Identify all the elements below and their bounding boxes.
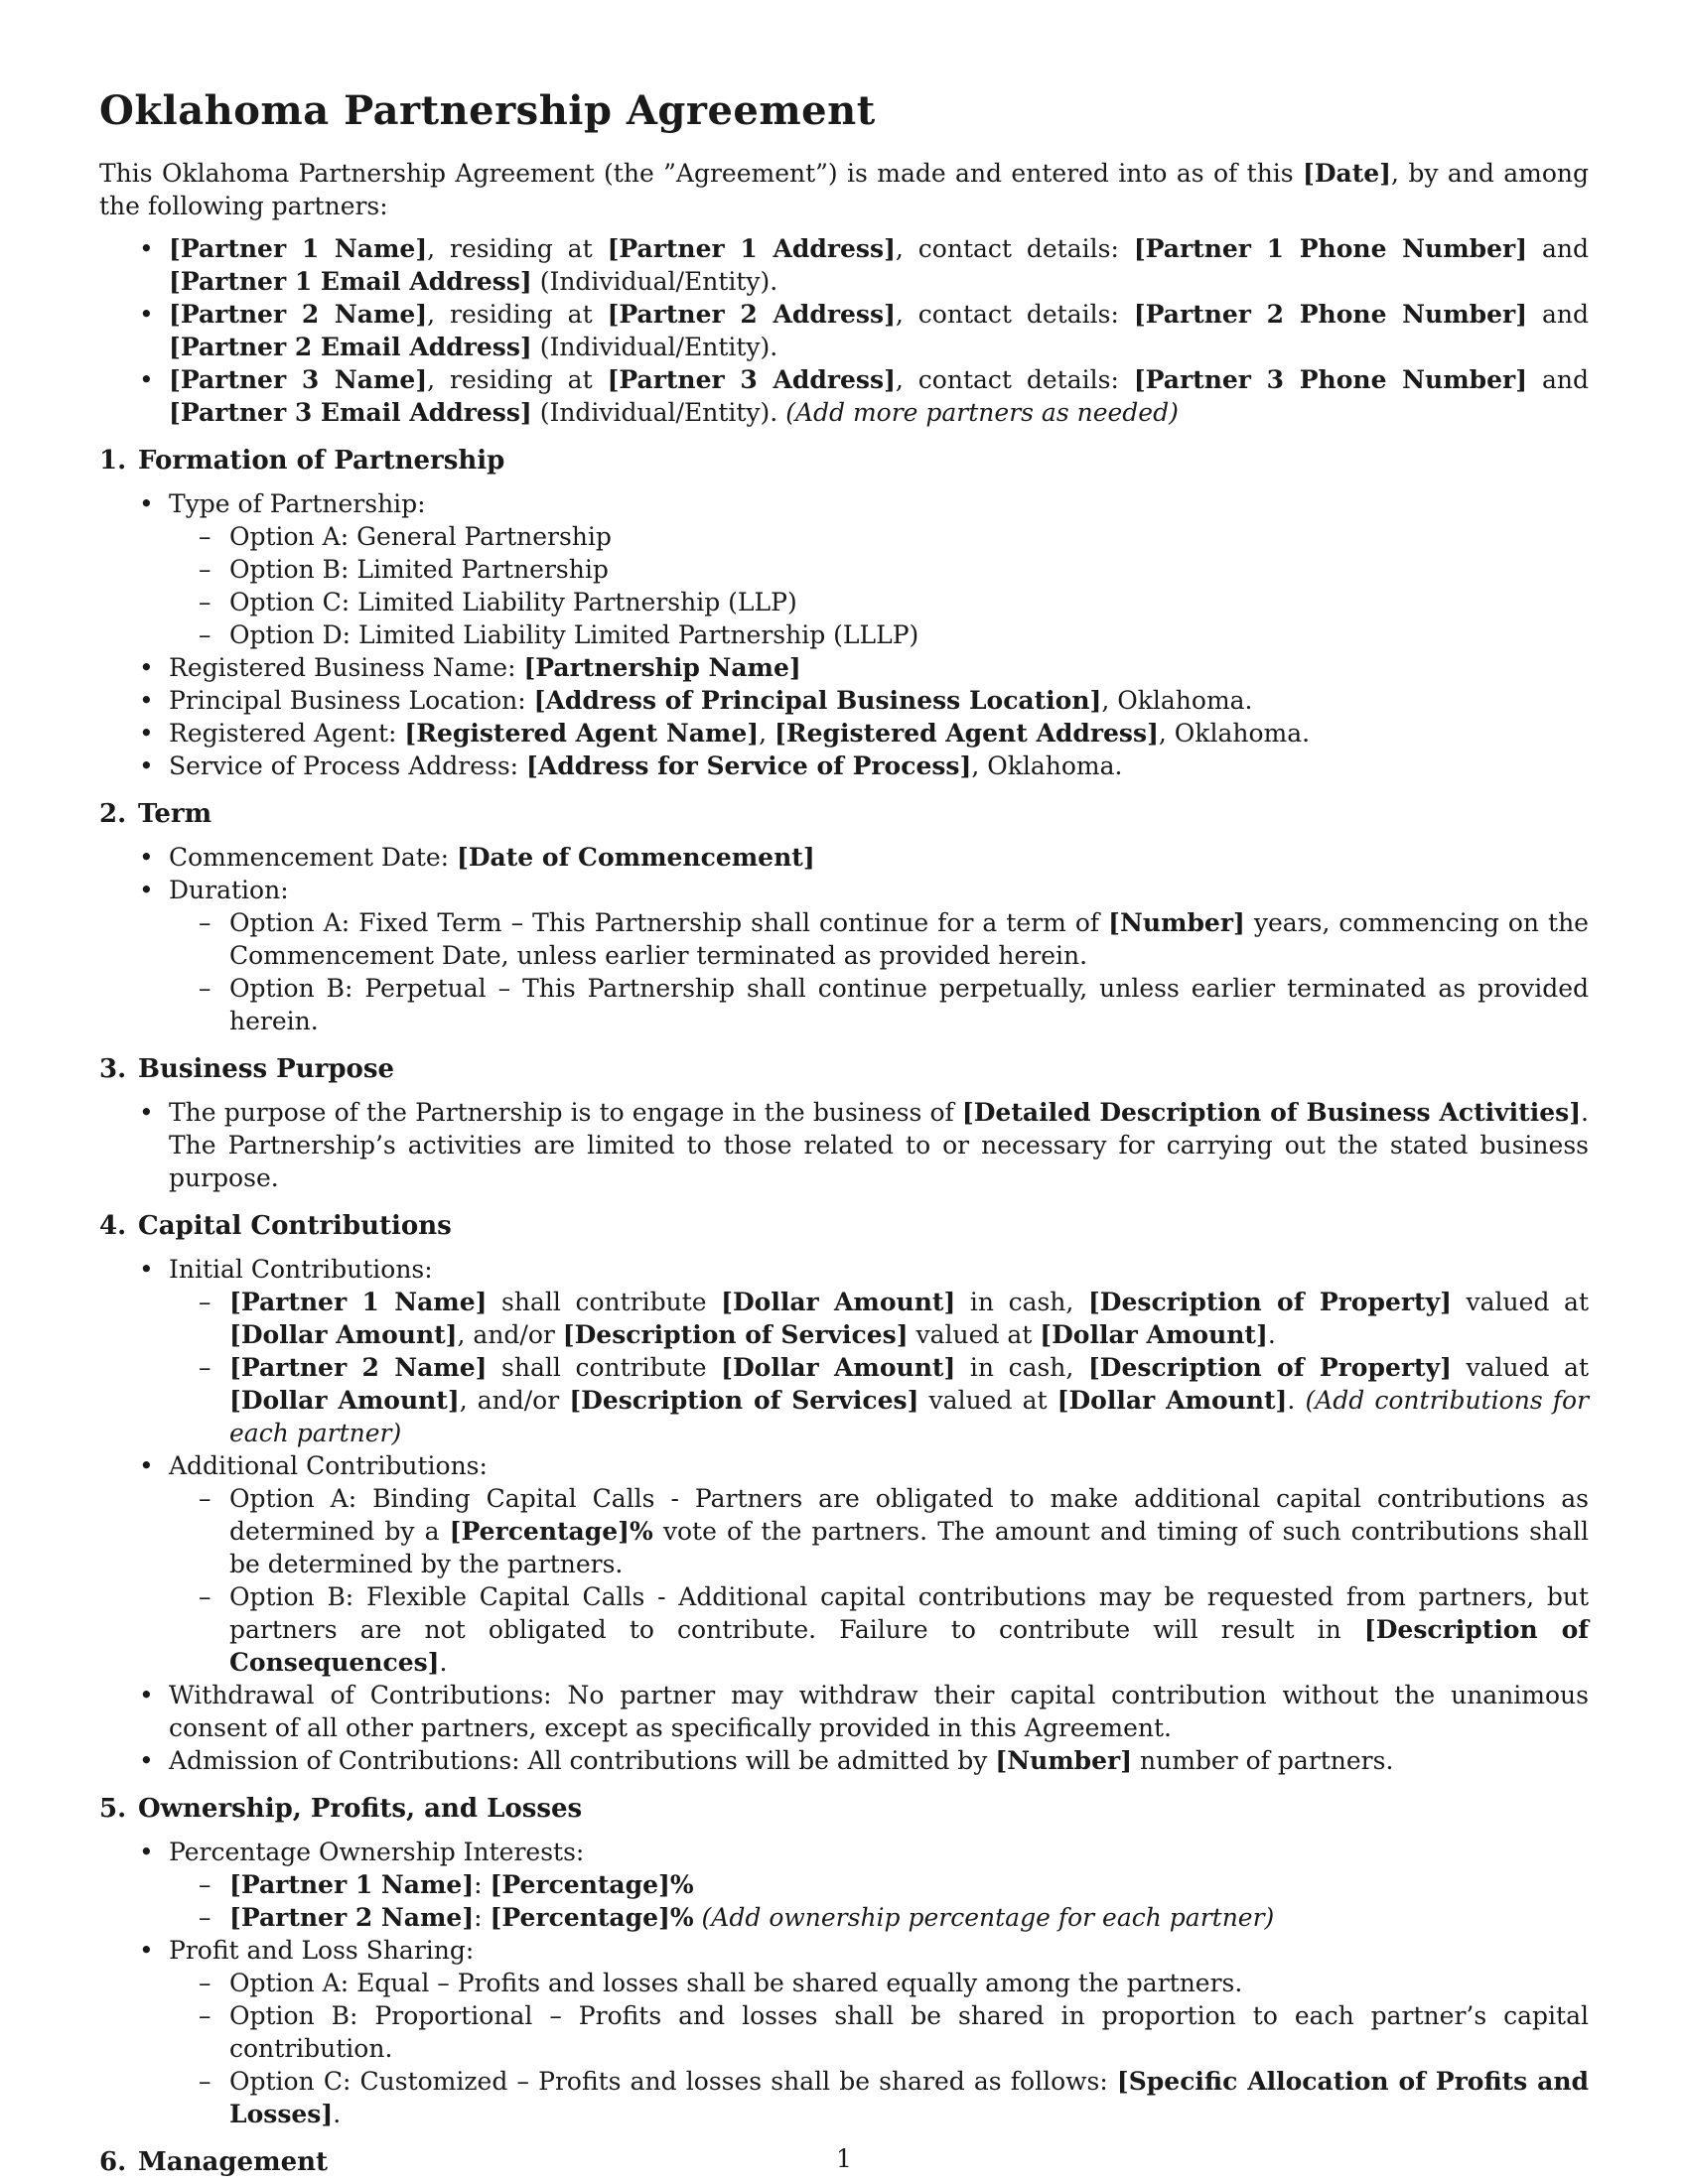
- partner-list: [99, 232, 1589, 429]
- section-heading-capital: 4. Capital Contributions: [99, 1211, 452, 1241]
- section-heading-ownership: 5. Ownership, Profits, and Losses: [99, 1794, 583, 1824]
- section-heading-formation: 1. Formation of Partnership: [99, 446, 505, 476]
- option-list: [169, 1482, 1589, 1679]
- section-2-list: [99, 841, 1589, 1037]
- option-list: [169, 906, 1589, 1037]
- section-4-list: [99, 1253, 1589, 1777]
- list-item: • Admission of Contributions: All contributions will be admitted by [Number] number of partners.: [169, 1744, 1589, 1777]
- option-item: – Option A: Equal – Profits and losses shall be shared equally among the partners.: [229, 1967, 1589, 1999]
- list-item: • Registered Agent: [Registered Agent Name], [Registered Agent Address], Oklahoma.: [169, 717, 1589, 750]
- document-page: [99, 87, 1589, 2179]
- section-heading-term: 2. Term: [99, 799, 212, 829]
- option-item: – Option C: Limited Liability Partnership (LLP): [229, 586, 1589, 618]
- section-heading-management: 6. Management: [99, 2147, 329, 2177]
- editor-note: (Add ownership percentage for each partner): [693, 1903, 1275, 1932]
- option-item: – Option D: Limited Liability Limited Partnership (LLLP): [229, 618, 1589, 651]
- section-3-list: [99, 1096, 1589, 1194]
- partner-item: • [Partner 3 Name], residing at [Partner 3 Address], contact details: [Partner 3 Phone Number] and [Partner 3 Email Address] (Individual/Entity). (Add more partners as needed): [169, 363, 1589, 429]
- option-item: – Option C: Customized – Profits and losses shall be shared as follows: [Specific Allocation of Profits and Losses].: [229, 2065, 1589, 2130]
- list-item: • Commencement Date: [Date of Commencement]: [169, 841, 1589, 874]
- page-number: 1: [836, 2144, 852, 2173]
- option-list: [169, 1967, 1589, 2130]
- list-item: • Duration: – Option A: Fixed Term – This Partnership shall continue for a term of [Number] years, commencing on the Commencement Date, unless earlier terminated as provided herein. – Option B: Perpetual – This Partnership shall continue perpetually, unless earlier terminated as provided herein.: [169, 874, 1589, 1037]
- contribution-item: – [Partner 1 Name] shall contribute [Dollar Amount] in cash, [Description of Property] valued at [Dollar Amount], and/or [Description of Services] valued at [Dollar Amount].: [229, 1286, 1589, 1351]
- list-item: • Additional Contributions: – Option A: Binding Capital Calls - Partners are obligated to make additional capital contributions as determined by a [Percentage]% vote of the partners. The amount and timing of such contributions shall be determined by the partners. – Option B: Flexible Capital Calls - Additional capital contributions may be requested from partners, but partners are not obligated to contribute. Failure to contribute will result in [Description of Consequences].: [169, 1449, 1589, 1679]
- list-item: • The purpose of the Partnership is to engage in the business of [Detailed Description of Business Activities]. The Partnership’s activities are limited to those related to or necessary for carrying out the stated business purpose.: [169, 1096, 1589, 1194]
- editor-note: (Add contributions for each partner): [229, 1386, 1590, 1447]
- option-item: – Option B: Proportional – Profits and losses shall be shared in proportion to each partner’s capital contribution.: [229, 1999, 1589, 2065]
- option-item: – Option B: Flexible Capital Calls - Additional capital contributions may be requested from partners, but partners are not obligated to contribute. Failure to contribute will result in [Description of Consequences].: [229, 1580, 1589, 1679]
- contribution-list: [169, 1286, 1589, 1449]
- option-item: – Option B: Perpetual – This Partnership shall continue perpetually, unless earlier terminated as provided herein.: [229, 972, 1589, 1037]
- ownership-item: – [Partner 2 Name]: [Percentage]% (Add ownership percentage for each partner): [229, 1901, 1589, 1934]
- editor-note: (Add more partners as needed): [785, 398, 1179, 427]
- document-title: Oklahoma Partnership Agreement: [99, 87, 876, 134]
- list-item: • Type of Partnership: – Option A: General Partnership – Option B: Limited Partnership – Option C: Limited Liability Partnership (LLP) – Option D: Limited Liability Limited Partnership (LLLP): [169, 487, 1589, 651]
- list-item: • Service of Process Address: [Address for Service of Process], Oklahoma.: [169, 750, 1589, 782]
- ownership-list: [169, 1868, 1589, 1934]
- partner-item: • [Partner 1 Name], residing at [Partner 1 Address], contact details: [Partner 1 Phone Number] and [Partner 1 Email Address] (Individual/Entity).: [169, 232, 1589, 298]
- partner-item: • [Partner 2 Name], residing at [Partner 2 Address], contact details: [Partner 2 Phone Number] and [Partner 2 Email Address] (Individual/Entity).: [169, 298, 1589, 363]
- contribution-item: – [Partner 2 Name] shall contribute [Dollar Amount] in cash, [Description of Property] valued at [Dollar Amount], and/or [Description of Services] valued at [Dollar Amount]. (Add contributions for each partner): [229, 1351, 1589, 1449]
- option-list: [169, 520, 1589, 651]
- section-1-list: [99, 487, 1589, 782]
- option-item: – Option A: General Partnership: [229, 520, 1589, 553]
- option-item: – Option A: Fixed Term – This Partnership shall continue for a term of [Number] years, commencing on the Commencement Date, unless earlier terminated as provided herein.: [229, 906, 1589, 972]
- list-item: • Initial Contributions: – [Partner 1 Name] shall contribute [Dollar Amount] in cash, [Description of Property] valued at [Dollar Amount], and/or [Description of Services] valued at [Dollar Amount]. – [Partner 2 Name] shall contribute [Dollar Amount] in cash, [Description of Property] valued at [Dollar Amount], and/or [Description of Services] valued at [Dollar Amount]. (Add contributions for each partner): [169, 1253, 1589, 1449]
- section-heading-purpose: 3. Business Purpose: [99, 1054, 395, 1084]
- list-item: • Profit and Loss Sharing: – Option A: Equal – Profits and losses shall be shared equally among the partners. – Option B: Proportional – Profits and losses shall be shared in proportion to each partner’s capital contribution. – Option C: Customized – Profits and losses shall be shared as follows: [Specific Allocation of Profits and Losses].: [169, 1934, 1589, 2130]
- list-item: • Withdrawal of Contributions: No partner may withdraw their capital contribution without the unanimous consent of all other partners, except as specifically provided in this Agreement.: [169, 1679, 1589, 1744]
- intro-paragraph: This Oklahoma Partnership Agreement (the ”Agreement”) is made and entered into as of this [Date], by and among the following partners:: [99, 159, 1589, 220]
- option-item: – Option A: Binding Capital Calls - Partners are obligated to make additional capital contributions as determined by a [Percentage]% vote of the partners. The amount and timing of such contributions shall be determined by the partners.: [229, 1482, 1589, 1580]
- option-item: – Option B: Limited Partnership: [229, 553, 1589, 586]
- ownership-item: – [Partner 1 Name]: [Percentage]%: [229, 1868, 1589, 1901]
- list-item: • Principal Business Location: [Address of Principal Business Location], Oklahoma.: [169, 684, 1589, 717]
- list-item: • Percentage Ownership Interests: – [Partner 1 Name]: [Percentage]% – [Partner 2 Name]: [Percentage]% (Add ownership percentage for each partner): [169, 1836, 1589, 1934]
- section-5-list: [99, 1836, 1589, 2130]
- date-placeholder: [Date]: [1303, 159, 1392, 188]
- list-item: • Registered Business Name: [Partnership Name]: [169, 651, 1589, 684]
